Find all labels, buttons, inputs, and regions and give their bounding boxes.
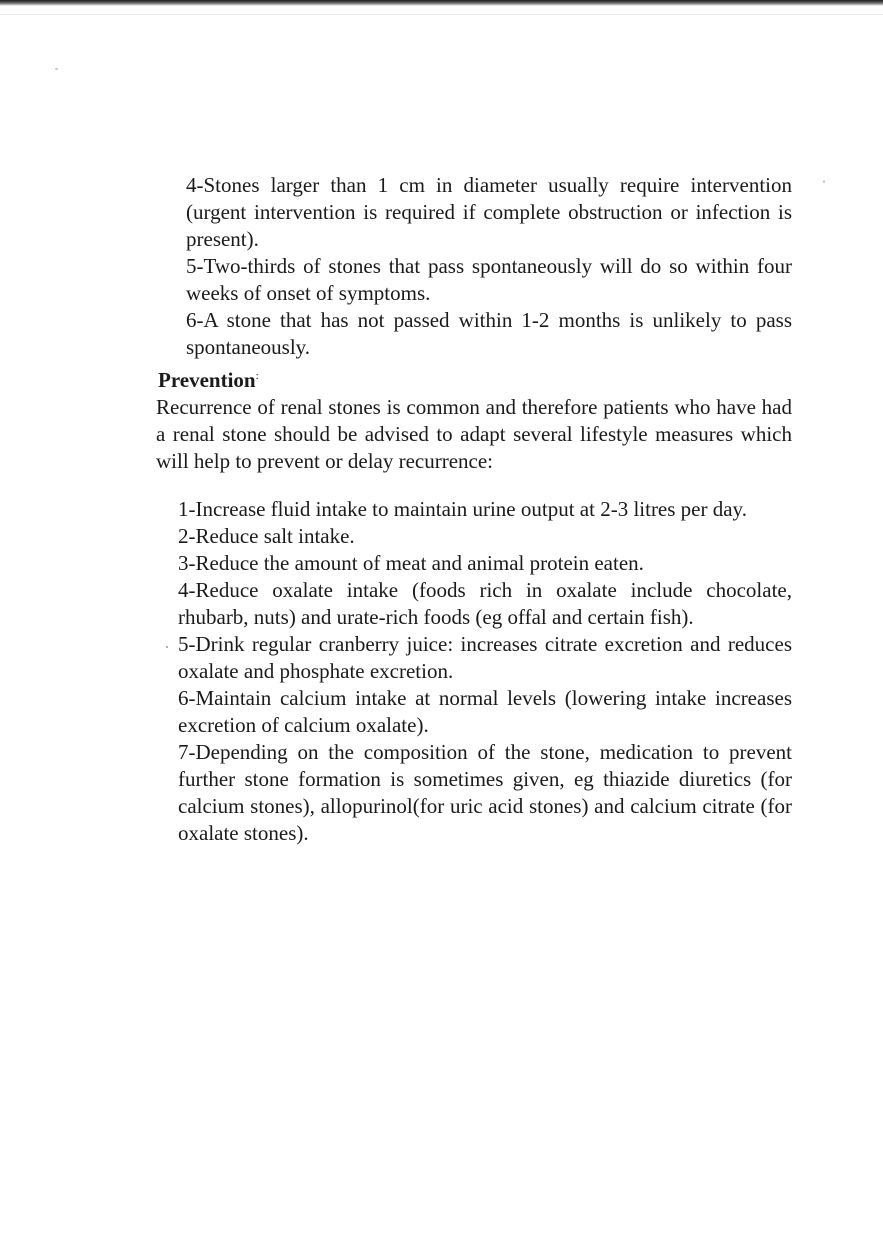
prevention-item: 4-Reduce oxalate intake (foods rich in oxalate include chocolate, rhubarb, nuts) and urate-rich foods (eg offal and certain fish). [178,578,792,629]
prevention-item: 5-Drink regular cranberry juice: increases citrate excretion and reduces oxalate and phosphate excretion. [178,632,792,683]
management-item-4: 4-Stones larger than 1 cm in diameter usually require intervention (urgent intervention is required if complete obstruction or infection is present). [186,173,792,251]
management-item-5: 5-Two-thirds of stones that pass spontaneously will do so within four weeks of onset of symptoms. [186,254,792,305]
prevention-intro: Recurrence of renal stones is common and therefore patients who have had a renal stone should be advised to adapt several lifestyle measures which will help to prevent or delay recurrence: [156,395,792,473]
scan-speck [55,68,58,70]
prevention-list [156,496,792,847]
management-item-6: 6-A stone that has not passed within 1-2 months is unlikely to pass spontaneously. [186,308,792,359]
document-page [156,172,792,847]
prevention-heading-mark: : [255,370,259,382]
prevention-heading [158,363,792,394]
prevention-item: 1-Increase fluid intake to maintain urine output at 2-3 litres per day. [178,497,747,521]
prevention-item: 7-Depending on the composition of the stone, medication to prevent further stone formation is sometimes given, eg thiazide diuretics (for calcium stones), allopurinol(for uric acid stones) and calcium citrate (for oxalate stones). [178,740,792,845]
scan-top-edge [0,0,883,6]
management-list [156,172,792,361]
scan-speck [823,180,825,183]
scan-fold-line [0,14,883,15]
prevention-item: 3-Reduce the amount of meat and animal protein eaten. [178,551,644,575]
prevention-item: 2-Reduce salt intake. [178,524,355,548]
prevention-item: 6-Maintain calcium intake at normal levels (lowering intake increases excretion of calcium oxalate). [178,686,792,737]
prevention-heading-text: Prevention [158,368,256,392]
